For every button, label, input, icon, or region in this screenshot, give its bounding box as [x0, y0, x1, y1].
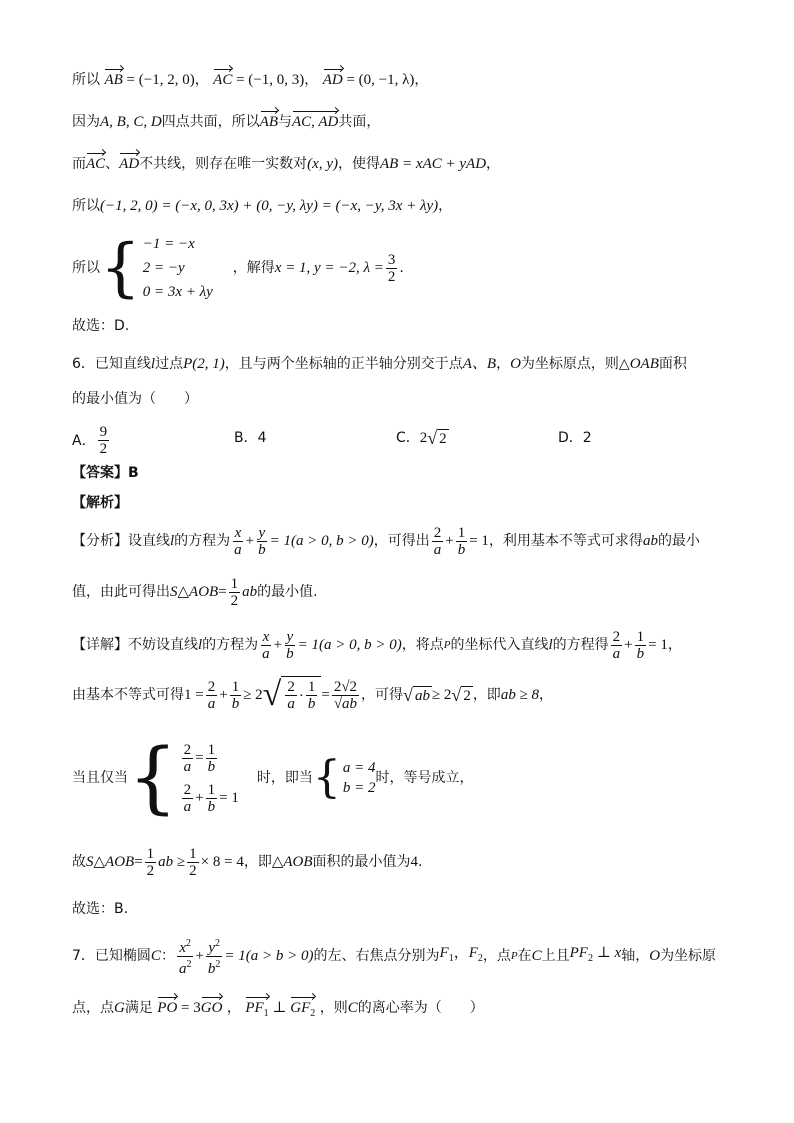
math: l: [548, 637, 553, 653]
text: ，利用基本不等式可求得: [488, 533, 643, 549]
vector-ad: AD: [119, 156, 140, 172]
text: ，: [486, 156, 501, 172]
detail-line1: 【详解】不妨设直线 l 的方程为 $\frac{x}{a}$ + $\frac{y}{b}$ = 1(a > 0, b > 0) ，将点 P 的坐标代入直线 l 的方程得 $\frac{2}{a}$ + $\frac{1}{b}$ = 1 ，: [72, 628, 682, 662]
text: 而: [72, 156, 86, 172]
vector-gf2: GF: [290, 1000, 311, 1016]
vector-pf1: PF: [245, 1000, 264, 1016]
math: A、B: [462, 356, 497, 372]
math: S: [86, 854, 94, 870]
text: 、: [105, 156, 120, 172]
math: ab ≥: [158, 854, 186, 870]
math: ⊥ x: [592, 945, 622, 961]
math: × 8 = 4: [200, 854, 244, 870]
math-subscript: △AOB: [177, 584, 219, 600]
math: P: [443, 639, 451, 651]
math: G: [114, 1000, 125, 1016]
text: ，: [539, 687, 554, 703]
answer-label: 【答案】B: [72, 465, 139, 481]
text: ，: [194, 72, 209, 88]
vector-ac: AC: [86, 156, 106, 172]
math: P: [510, 950, 518, 962]
option-d: D．2: [558, 430, 592, 446]
text: 时，等号成立，: [375, 770, 474, 786]
system-row: 2 = −y: [142, 260, 185, 276]
math: ≥ 2: [431, 687, 452, 703]
text: 当且仅当: [72, 770, 128, 786]
math: 4: [410, 854, 419, 870]
text: 的坐标代入直线: [450, 637, 549, 653]
text: ，可得: [361, 687, 404, 703]
text: 所以: [72, 198, 100, 214]
math: ab ≥ 8: [500, 687, 540, 703]
text: ，可得出: [373, 533, 430, 549]
system-row: 0 = 3x + λy: [142, 284, 213, 300]
math: A, B, C, D: [100, 114, 162, 130]
text: ，将点: [401, 637, 444, 653]
math: =: [321, 687, 330, 703]
fraction-denominator: 2: [99, 441, 108, 457]
analysis-label: 【解析】: [72, 495, 128, 511]
text: 为坐标原: [660, 948, 717, 964]
vector-ac-ad: AC, AD: [292, 114, 339, 130]
equality-condition-line: [72, 733, 754, 823]
option-label: C．: [396, 430, 420, 446]
math-expression: (−1, 2, 0) = (−x, 0, 3x) + (0, −y, λy) = (−x, −y, 3x + λy): [100, 198, 439, 214]
vector-ab: AB: [104, 72, 123, 88]
math: 1 =: [184, 687, 204, 703]
text: 共面，: [338, 114, 381, 130]
text: ，: [414, 72, 429, 88]
math-solution: x = 1, y = −2, λ =: [274, 260, 384, 276]
math: = 1(a > b > 0): [224, 948, 314, 964]
text: 的离心率为（ ）: [357, 1000, 484, 1016]
text: ，且与两个坐标轴的正半轴分别交于点: [224, 356, 463, 372]
question-7-line1: 7．已知椭圆 C ： $\frac{x^2}{a^2}$ + $\frac{y^2}{b^2}$ = 1(a > b > 0) 的左、右焦点分别为 $F_1$，$F_2$ ，点 P 在 C 上且 $PF_2$ ⊥ x 轴， O 为坐标原: [72, 937, 717, 977]
equation-system: { a = 4 b = 2: [312, 752, 376, 803]
question-6-line1: [72, 354, 754, 374]
question-7-line2: 点，点G满足 PO = 3GO ， $PF_1$ ⊥ $GF_2$ ，则C的离心率为（ ）: [72, 998, 754, 1024]
math: ab: [242, 584, 258, 600]
text: 故选：D.: [72, 318, 130, 334]
text: 的方程得: [552, 637, 609, 653]
vector-ac: AC: [213, 72, 233, 88]
math: ⊥: [268, 1000, 291, 1016]
text: 的最小值为（ ）: [72, 391, 198, 407]
radicand: 2: [439, 430, 447, 447]
math: F: [468, 945, 478, 961]
equation-system: { $\frac{2}{a}$ = $\frac{1}{b}$ $\frac{2}{a}$ + $\frac{1}{b}$ = 1: [128, 733, 239, 823]
text-line-unique-pair: [72, 154, 754, 174]
math: △AOB: [271, 854, 313, 870]
text: 由基本不等式可得: [72, 687, 184, 703]
text: .: [418, 854, 423, 870]
math: =: [134, 854, 143, 870]
math: =: [218, 584, 227, 600]
text: ，解得: [232, 260, 275, 276]
math: ，: [453, 945, 469, 961]
conclusion-line: 故 S △AOB = $\frac{1}{2}$ ab ≥ $\frac{1}{2}$ × 8 = 4 ，即 △AOB 面积的最小值为 4 .: [72, 845, 423, 879]
vector-ab: AB: [259, 114, 278, 130]
math: = 1: [648, 637, 668, 653]
text: 的最小值.: [257, 584, 318, 600]
math: = 1(a > 0, b > 0): [269, 533, 374, 549]
text: 轴，: [621, 948, 650, 964]
text: 满足: [124, 1000, 153, 1016]
text: ，使得: [337, 156, 380, 172]
text-line-vectors: [72, 70, 754, 90]
text: 故: [72, 854, 86, 870]
analysis-line1: 【分析】设直线 l 的方程为 $\frac{x}{a}$ + $\frac{y}{b}$ = 1(a > 0, b > 0) ，可得出 $\frac{2}{a}$ + $\frac{1}{b}$ = 1 ，利用基本不等式可求得 ab 的最小: [72, 524, 700, 558]
math: l: [150, 356, 156, 372]
math: = (0, −1, λ): [342, 72, 415, 88]
math: = 1: [469, 533, 489, 549]
text: ，: [226, 1000, 241, 1016]
math: PF: [569, 945, 588, 961]
text-line-coplanar: [72, 112, 754, 132]
text: ，: [304, 72, 319, 88]
math: = 1(a > 0, b > 0): [297, 637, 402, 653]
text-line-system: [72, 232, 754, 304]
text: 【分析】设直线: [72, 533, 170, 549]
math: C: [347, 1000, 358, 1016]
text-line-answer-d: [72, 316, 754, 336]
text: 7．已知椭圆: [72, 948, 151, 964]
math: O: [649, 948, 661, 964]
text: ，即: [243, 854, 272, 870]
math-subscript: △AOB: [93, 854, 135, 870]
system-row: b = 2: [342, 780, 376, 796]
text-line-answer-b: [72, 899, 754, 919]
vector-po: PO: [157, 1000, 178, 1016]
option-label: A．: [72, 432, 96, 449]
text: 的方程为: [174, 533, 231, 549]
fraction-numerator: 3: [387, 251, 396, 268]
math: OAB: [629, 356, 659, 372]
math: P(2, 1): [183, 356, 225, 372]
math: = (−1, 2, 0): [122, 72, 195, 88]
math: ≥ 2: [243, 687, 263, 703]
text: 的方程为: [202, 637, 259, 653]
math: l: [198, 637, 203, 653]
math: ab: [642, 533, 658, 549]
math: C: [150, 948, 161, 964]
text: ：: [160, 948, 175, 964]
text: 因为: [72, 114, 100, 130]
text: ，即: [472, 687, 501, 703]
text: 四点共面，所以: [161, 114, 260, 130]
option-b: B．4: [234, 430, 267, 446]
text: .: [399, 260, 404, 276]
text: 与: [278, 114, 292, 130]
equation-system: { −1 = −x 2 = −y 0 = 3x + λy: [100, 231, 213, 305]
text: 时，即当: [256, 770, 313, 786]
analysis-heading: [72, 493, 754, 513]
text: 面积的最小值为: [312, 854, 411, 870]
math: O: [510, 356, 521, 372]
text: 的最小: [657, 533, 700, 549]
text: 值，由此可得出: [72, 584, 170, 600]
math: l: [170, 533, 175, 549]
vector-ad: AD: [322, 72, 343, 88]
math-vector-equation: AB = xAC + yAD: [379, 156, 487, 172]
system-row: a = 4: [342, 760, 376, 776]
text: 在: [517, 948, 532, 964]
text: ，则: [319, 1000, 348, 1016]
system-row: −1 = −x: [142, 236, 195, 252]
math: S: [170, 584, 178, 600]
text: 所以: [72, 260, 100, 276]
text: 为坐标原点，则△: [520, 356, 630, 372]
fraction-numerator: 9: [99, 424, 108, 440]
analysis-line2: 值，由此可得出 S △AOB = $\frac{1}{2}$ ab 的最小值.: [72, 575, 318, 609]
text: ，: [667, 637, 682, 653]
question-6-options: [72, 418, 754, 458]
fraction-denominator: 2: [387, 268, 396, 285]
text: 所以: [72, 72, 100, 88]
text: ，点: [482, 948, 511, 964]
text: 6．已知直线: [72, 356, 151, 372]
option-c: C． 2 √ 2: [396, 427, 447, 448]
text: 不共线，则存在唯一实数对: [139, 156, 308, 172]
text: 上且: [541, 948, 570, 964]
text: ，: [438, 198, 453, 214]
math: (x, y): [307, 156, 338, 172]
text: ，: [496, 356, 511, 372]
text: 故选：B.: [72, 901, 129, 917]
math: F: [439, 945, 449, 961]
math: = (−1, 0, 3): [232, 72, 305, 88]
text: 【详解】不妨设直线: [72, 637, 198, 653]
text: 面积: [658, 356, 687, 372]
inequality-line: 由基本不等式可得 1 = $\frac{2}{a}$ + $\frac{1}{b}$ ≥ 2 √ $\frac{2}{a}$ · $\frac{1}{b}$ = $\frac{2√2}{√ab}$ ，可得 √ ab ≥ 2 √ 2 ，即 ab ≥ 8 ，: [72, 675, 554, 713]
text-line-expansion: [72, 196, 754, 216]
math: = 3: [177, 1000, 201, 1016]
text: 的左、右焦点分别为: [313, 948, 440, 964]
math: C: [531, 948, 542, 964]
text: 过点: [155, 356, 184, 372]
math: 2: [419, 430, 428, 446]
vector-go: GO: [200, 1000, 223, 1016]
option-a: [72, 424, 111, 457]
answer-line: [72, 463, 754, 483]
text: 点，点: [72, 1000, 114, 1016]
question-6-line2: [72, 389, 754, 409]
